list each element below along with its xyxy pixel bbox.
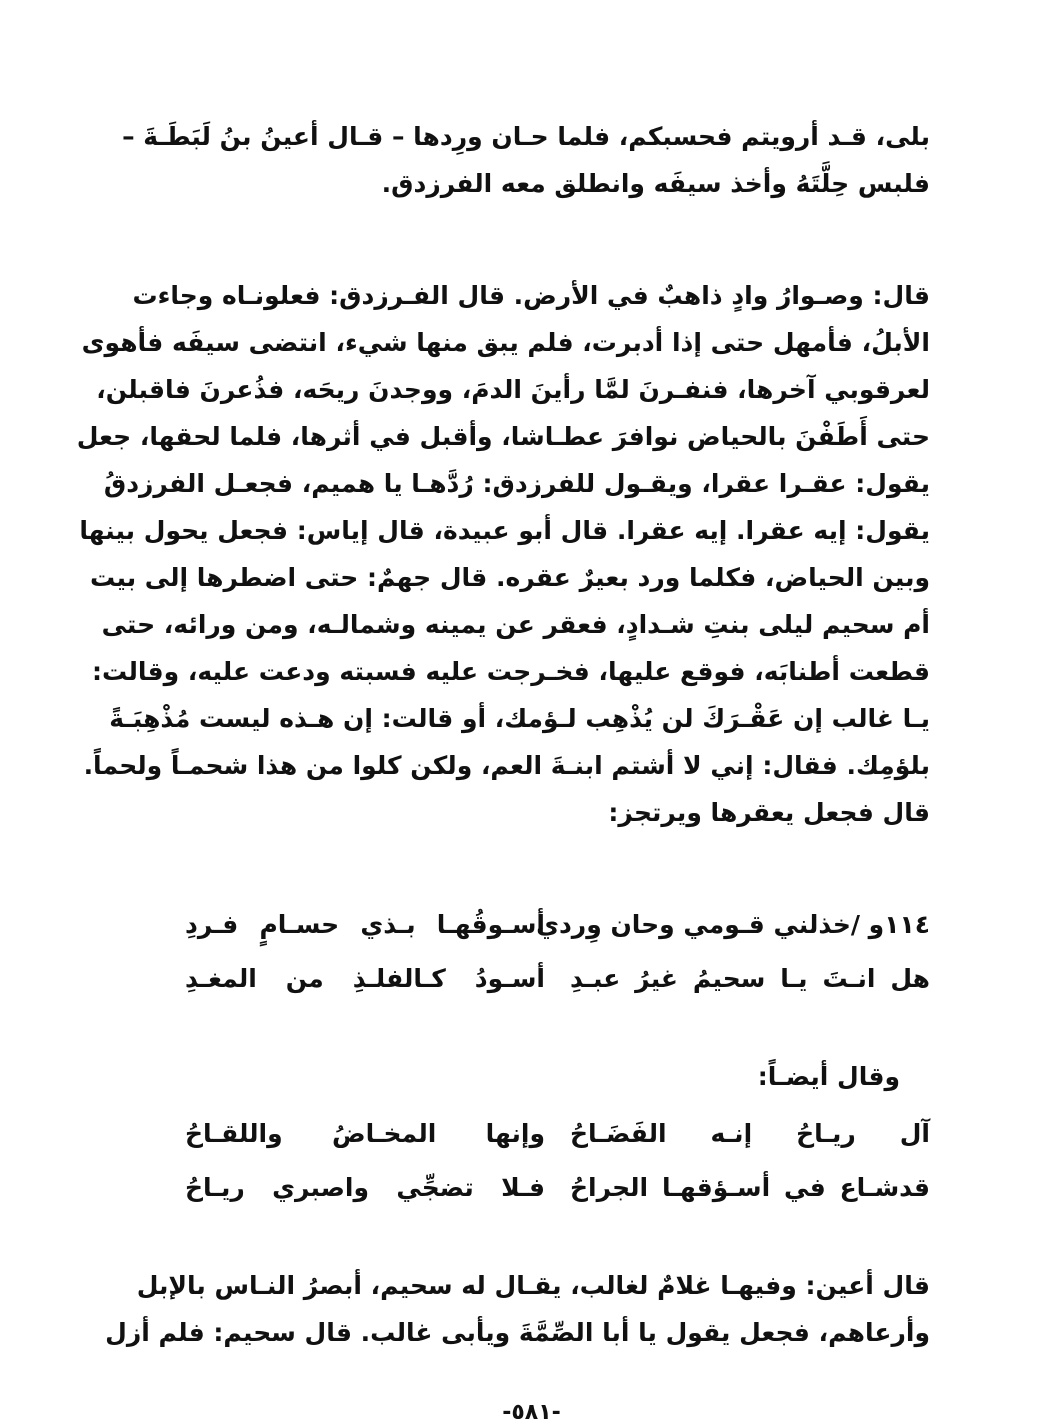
poem-verse	[185, 898, 930, 952]
text-line: لعرقوبي آخرها، فنفـرنَ لمَّا رأينَ الدمَ، ووجدنَ ريحَه، فذُعرنَ فاقبلن،	[96, 375, 930, 404]
verse-second-hemistich: وإنها المخـاضُ واللقـاحُ	[185, 1119, 545, 1148]
verse-first-hemistich: هل انـتَ يـا سحيمُ غيرُ عبـدِ	[570, 964, 930, 993]
verse-first-hemistich: ١١٤و /خذلني قـومي وحان وِردي	[536, 910, 930, 939]
text-line: حتى أَطَفْنَ بالحياض نوافرَ عطـاشا، وأقبل في أثرها، فلما لحقها، جعل	[76, 422, 930, 451]
text-line: وبين الحياض، فكلما ورد بعيرٌ عقره. قال جهمٌ: حتى اضطرها إلى بيت	[90, 563, 930, 592]
page-number: -٥٨١-	[502, 1400, 561, 1425]
text-line: قال أعين: وفيهـا غلامٌ لغالب، يقـال له سحيم، أبصرُ النـاس بالإبل	[136, 1271, 930, 1300]
text-line: يقول: عقـرا عقرا، ويقـول للفرزدق: رُدَّهـا يا هميم، فجعـل الفرزدقُ	[103, 469, 930, 498]
verse-second-hemistich: فـلا تضجِّي واصبري ريـاحُ	[185, 1173, 545, 1202]
poem-verse	[185, 952, 930, 1006]
verse-first-hemistich: آل ريـاحُ إنـه الفَضَـاحُ	[570, 1119, 930, 1148]
poem-verse	[185, 1161, 930, 1215]
poem-2	[185, 1052, 930, 1215]
text-line: فلبس حِلَّتَهُ وأخذ سيفَه وانطلق معه الفرزدق.	[381, 169, 930, 198]
text-line: الأبلُ، فأمهل حتى إذا أدبرت، فلم يبق منها شيء، انتضى سيفَه فأهوى	[81, 328, 930, 357]
text-line: بلى، قـد أرويتم فحسبكم، فلما حـان ورِدها – قـال أعينُ بنُ لَبَطَـةَ –	[122, 122, 930, 151]
verse-second-hemistich: أسـوقُهـا بـذي حسـامٍ فـردِ	[185, 910, 545, 939]
paragraph-1	[122, 113, 930, 207]
text-line: قال: وصـوارُ وادٍ ذاهبٌ في الأرض. قال الفـرزدق: فعلونـاه وجاءت	[132, 281, 930, 310]
text-line: أم سحيم ليلى بنتِ شـدادٍ، فعقر عن يمينه وشمالـه، ومن ورائه، حتى	[101, 610, 930, 639]
text-line: يقول: إيه عقرا. إيه عقرا. قال أبو عبيدة، قال إياس: فجعل يحول بينها	[79, 516, 930, 545]
poem-intro: وقال أيضـاً:	[757, 1062, 900, 1091]
text-line: قال فجعل يعقرها ويرتجز:	[608, 798, 930, 827]
text-line: وأرعاهم، فجعل يقول يا أبا الصِّمَّةَ ويأبى غالب. قال سحيم: فلم أزل	[105, 1318, 930, 1347]
paragraph-3	[105, 1262, 930, 1356]
poem-1	[185, 898, 930, 1006]
poem-verse	[185, 1107, 930, 1161]
text-line: بلؤمِك. فقال: إني لا أشتم ابنـةَ العم، ولكن كلوا من هذا شحمـاً ولحماً.	[83, 751, 930, 780]
verse-first-hemistich: قدشـاع في أسـؤقهـا الجراحُ	[570, 1173, 930, 1202]
text-line: قطعت أطنابَه، فوقع عليها، فخـرجت عليه فسبته ودعت عليه، وقالت:	[92, 657, 930, 686]
paragraph-2	[76, 272, 930, 836]
verse-second-hemistich: أسـودُ كـالفلـذِ من المغـدِ	[185, 964, 545, 993]
text-line: يـا غالب إن عَقْـرَكَ لن يُذْهِب لـؤمك، أو قالت: إن هـذه ليست مُذْهِبَـةً	[109, 704, 930, 733]
